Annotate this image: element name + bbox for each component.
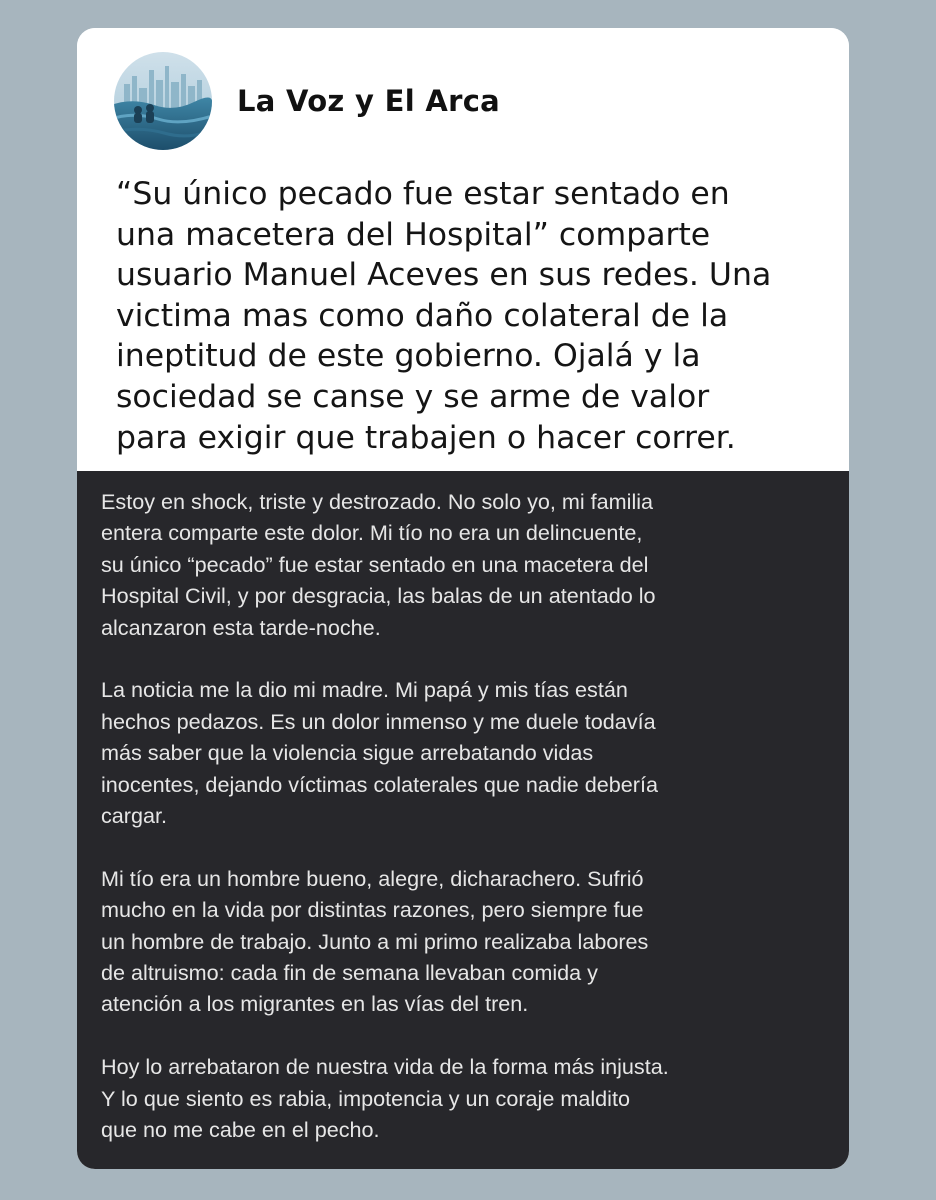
quote-paragraph (101, 674, 841, 831)
headline-line: usuario Manuel Aceves en sus redes. Una (116, 257, 772, 294)
quote-line: Y lo que siento es rabia, impotencia y un coraje maldito (101, 1085, 630, 1111)
quote-line: que no me cabe en el pecho. (101, 1117, 380, 1143)
quote-line: atención a los migrantes en las vías del tren. (101, 991, 529, 1017)
quote-paragraph (101, 863, 841, 1020)
headline-line: “Su único pecado fue estar sentado en (116, 176, 730, 212)
quote-line: Hospital Civil, y por desgracia, las balas de un atentado lo (101, 583, 656, 609)
quote-line: Estoy en shock, triste y destrozado. No solo yo, mi familia (101, 489, 654, 514)
quote-line: un hombre de trabajo. Junto a mi primo realizaba labores (101, 928, 649, 954)
quote-line: de altruismo: cada fin de semana llevaban comida y (101, 960, 598, 986)
screenshot-quote-panel (77, 471, 849, 1169)
headline-line: una macetera del Hospital” comparte (116, 216, 711, 253)
headline-line: ineptitud de este gobierno. Ojalá y la (116, 338, 701, 375)
city-skyline-water-avatar-icon (114, 52, 212, 150)
post-headline (116, 174, 836, 458)
quote-line: Mi tío era un hombre bueno, alegre, dicharachero. Sufrió (101, 865, 644, 891)
quote-paragraph (101, 1051, 841, 1145)
post-header-area (77, 28, 849, 471)
quote-line: La noticia me la dio mi madre. Mi papá y mis tías están (101, 677, 628, 703)
page-avatar[interactable] (114, 52, 212, 150)
quote-line: hechos pedazos. Es un dolor inmenso y me duele todavía (101, 708, 656, 734)
quote-line: Hoy lo arrebataron de nuestra vida de la forma más injusta. (101, 1054, 669, 1080)
quote-line: cargar. (101, 803, 168, 829)
headline-line: sociedad se canse y se arme de valor (116, 378, 710, 415)
page-name[interactable]: La Voz y El Arca (237, 84, 501, 118)
quote-line: mucho en la vida por distintas razones, pero siempre fue (101, 897, 644, 923)
quote-line: su único “pecado” fue estar sentado en una macetera del (101, 551, 649, 577)
headline-line: para exigir que trabajen o hacer correr. (116, 419, 736, 456)
quote-paragraph (101, 486, 841, 643)
post-card (77, 28, 849, 1169)
quote-line: entera comparte este dolor. Mi tío no era un delincuente, (101, 520, 643, 546)
headline-line: victima mas como daño colateral de la (116, 297, 729, 334)
quoted-post-text (101, 486, 841, 1169)
quote-line: inocentes, dejando víctimas colaterales que nadie debería (101, 771, 658, 797)
quote-line: alcanzaron esta tarde-noche. (101, 614, 381, 640)
quote-line: más saber que la violencia sigue arrebatando vidas (101, 740, 594, 766)
